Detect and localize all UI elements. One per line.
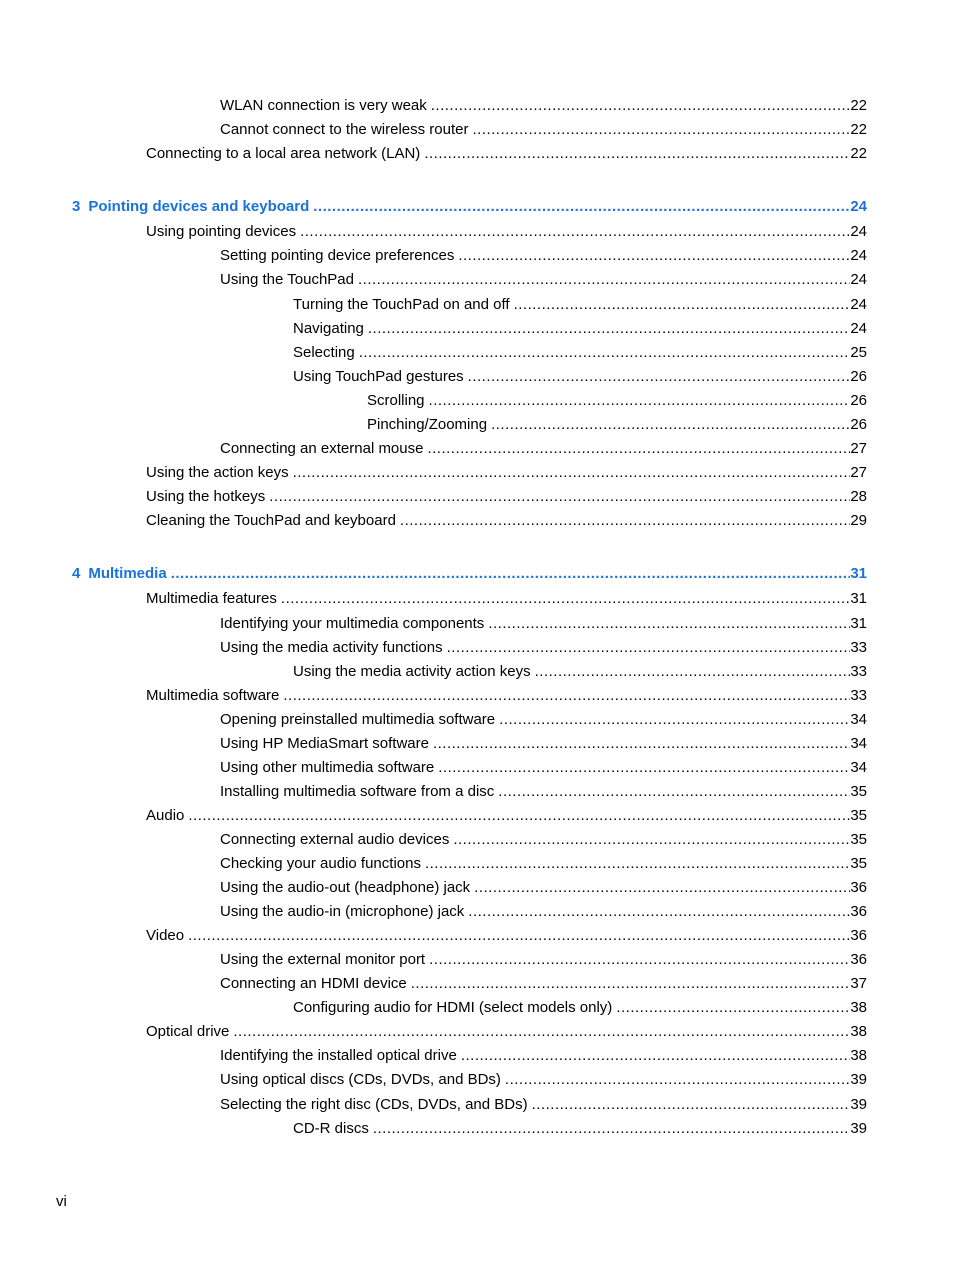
toc-entry-page: 35 <box>850 783 867 800</box>
page-number: vi <box>56 1193 67 1210</box>
toc-entry[interactable] <box>293 662 867 682</box>
toc-entry-page: 25 <box>850 344 867 361</box>
toc-entry-title <box>293 1119 369 1139</box>
toc-chapter-entry[interactable] <box>72 564 867 584</box>
toc-entry-title-text: Using HP MediaSmart software <box>220 735 429 752</box>
toc-entry[interactable] <box>146 463 867 483</box>
toc-entry[interactable] <box>220 710 867 730</box>
toc-entry-title <box>146 222 296 242</box>
toc-entry-title-text: Using the hotkeys <box>146 488 266 505</box>
dot-leader <box>464 367 851 387</box>
toc-entry-page: 36 <box>850 951 867 968</box>
toc-entry[interactable] <box>220 734 867 754</box>
toc-entry[interactable] <box>293 295 867 315</box>
toc-entry-title <box>146 144 420 164</box>
toc-entry-title-text: Connecting to a local area network (LAN) <box>146 145 421 162</box>
toc-entry[interactable] <box>220 854 867 874</box>
toc-entry-title <box>220 1046 457 1066</box>
dot-leader <box>429 734 850 754</box>
toc-entry-title <box>146 487 265 507</box>
toc-entry-page: 35 <box>850 855 867 872</box>
toc-entry[interactable] <box>220 1095 867 1115</box>
toc-entry-title-text: Using optical discs (CDs, DVDs, and BDs) <box>220 1071 501 1088</box>
toc-entry-page: 22 <box>850 121 867 138</box>
toc-entry[interactable] <box>220 246 867 266</box>
toc-entry-title-text: Optical drive <box>146 1023 230 1040</box>
dot-leader <box>510 295 851 315</box>
toc-entry-title-text: Selecting <box>293 344 355 361</box>
toc-entry[interactable] <box>293 367 867 387</box>
toc-entry-title <box>220 758 434 778</box>
toc-entry-title-text: Using the action keys <box>146 464 289 481</box>
toc-entry-page: 24 <box>850 198 867 215</box>
toc-entry-page: 22 <box>850 97 867 114</box>
toc-entry-page: 36 <box>850 903 867 920</box>
chapter-number: 4 <box>72 565 81 582</box>
toc-entry-page: 34 <box>850 735 867 752</box>
toc-entry-page: 31 <box>850 565 867 582</box>
toc-entry-title <box>220 878 470 898</box>
dot-leader <box>420 144 850 164</box>
toc-entry-title <box>293 998 612 1018</box>
toc-entry-title <box>293 319 364 339</box>
toc-entry-title <box>72 564 167 584</box>
toc-entry-title <box>220 710 495 730</box>
toc-entry-page: 39 <box>850 1071 867 1088</box>
dot-leader <box>427 96 851 116</box>
toc-entry-title-text: Multimedia features <box>146 590 277 607</box>
dot-leader <box>421 854 850 874</box>
toc-entry-page: 29 <box>850 512 867 529</box>
toc-entry-title-text: Using other multimedia software <box>220 759 435 776</box>
dot-leader <box>434 758 850 778</box>
toc-entry-page: 36 <box>850 927 867 944</box>
toc-entry-page: 34 <box>850 711 867 728</box>
toc-entry-page: 26 <box>850 416 867 433</box>
dot-leader <box>167 564 851 584</box>
toc-entry-title <box>293 295 510 315</box>
toc-entry[interactable] <box>220 974 867 994</box>
toc-entry-title <box>220 782 494 802</box>
dot-leader <box>468 120 850 140</box>
toc-entry[interactable] <box>146 487 867 507</box>
toc-entry-page: 27 <box>850 440 867 457</box>
toc-entry-title-text: Cannot connect to the wireless router <box>220 121 469 138</box>
dot-leader <box>354 270 850 290</box>
toc-entry[interactable] <box>220 638 867 658</box>
toc-entry[interactable] <box>146 1022 867 1042</box>
dot-leader <box>528 1095 851 1115</box>
toc-entry-page: 33 <box>850 639 867 656</box>
toc-entry[interactable] <box>220 614 867 634</box>
toc-entry-page: 35 <box>850 831 867 848</box>
dot-leader <box>464 902 850 922</box>
toc-entry-page: 28 <box>850 488 867 505</box>
dot-leader <box>407 974 851 994</box>
dot-leader <box>364 319 850 339</box>
toc-entry[interactable] <box>146 222 867 242</box>
toc-entry-page: 37 <box>850 975 867 992</box>
toc-entry-page: 24 <box>850 320 867 337</box>
toc-entry-title-text: Using pointing devices <box>146 223 297 240</box>
toc-entry[interactable] <box>293 319 867 339</box>
toc-entry[interactable] <box>146 144 867 164</box>
toc-entry-title-text: Using the media activity action keys <box>293 663 531 680</box>
toc-entry-title-text: Multimedia <box>88 565 167 582</box>
toc-entry-page: 39 <box>850 1096 867 1113</box>
dot-leader <box>229 1022 850 1042</box>
toc-entry-title <box>220 270 354 290</box>
toc-entry[interactable] <box>220 758 867 778</box>
toc-entry-title <box>367 415 487 435</box>
toc-entry-title <box>293 343 355 363</box>
toc-entry-title <box>293 367 464 387</box>
toc-entry-page: 27 <box>850 464 867 481</box>
toc-entry-title-text: Installing multimedia software from a disc <box>220 783 495 800</box>
toc-entry-title-text: Identifying your multimedia components <box>220 615 485 632</box>
chapter-number: 3 <box>72 198 81 215</box>
toc-entry-title-text: Using the audio-out (headphone) jack <box>220 879 471 896</box>
toc-entry-title <box>146 686 279 706</box>
toc-entry-title <box>220 439 423 459</box>
toc-entry-title-text: Checking your audio functions <box>220 855 421 872</box>
dot-leader <box>449 830 850 850</box>
toc-entry-title-text: Connecting an HDMI device <box>220 975 407 992</box>
toc-entry[interactable] <box>220 782 867 802</box>
dot-leader <box>279 686 850 706</box>
dot-leader <box>487 415 850 435</box>
dot-leader <box>612 998 850 1018</box>
toc-entry-title-text: Video <box>146 927 185 944</box>
toc-entry-title <box>220 1095 528 1115</box>
toc-entry-title-text: Using the external monitor port <box>220 951 426 968</box>
toc-entry-title-text: Using the media activity functions <box>220 639 443 656</box>
toc-entry-title-text: Using the audio-in (microphone) jack <box>220 903 465 920</box>
toc-entry[interactable] <box>293 998 867 1018</box>
toc-entry-page: 38 <box>850 999 867 1016</box>
dot-leader <box>277 589 850 609</box>
dot-leader <box>184 926 850 946</box>
toc-entry-title <box>293 662 531 682</box>
toc-entry[interactable] <box>146 686 867 706</box>
dot-leader <box>531 662 851 682</box>
toc-entry-title-text: Selecting the right disc (CDs, DVDs, and BDs) <box>220 1096 528 1113</box>
toc-entry-title <box>220 830 449 850</box>
toc-entry[interactable] <box>293 343 867 363</box>
dot-leader <box>484 614 850 634</box>
toc-entry-title <box>146 806 184 826</box>
dot-leader <box>265 487 850 507</box>
toc-entry-page: 26 <box>850 392 867 409</box>
toc-chapter-entry[interactable] <box>72 197 867 217</box>
toc-entry-page: 24 <box>850 223 867 240</box>
toc-entry-title <box>220 638 443 658</box>
dot-leader <box>443 638 851 658</box>
toc-entry-title-text: Opening preinstalled multimedia software <box>220 711 496 728</box>
toc-entry-page: 39 <box>850 1120 867 1137</box>
dot-leader <box>423 439 850 459</box>
dot-leader <box>494 782 850 802</box>
toc-entry[interactable] <box>220 1070 867 1090</box>
dot-leader <box>501 1070 850 1090</box>
toc-entry[interactable] <box>220 878 867 898</box>
toc-entry-title-text: Audio <box>146 807 185 824</box>
toc-entry[interactable] <box>146 806 867 826</box>
toc-entry[interactable] <box>220 439 867 459</box>
toc-entry-title-text: CD-R discs <box>293 1120 369 1137</box>
toc-entry[interactable] <box>220 950 867 970</box>
toc-entry-title-text: Setting pointing device preferences <box>220 247 455 264</box>
toc-entry-title <box>220 246 454 266</box>
dot-leader <box>355 343 851 363</box>
dot-leader <box>289 463 851 483</box>
toc-entry-title-text: Identifying the installed optical drive <box>220 1047 457 1064</box>
toc-entry-title <box>146 463 289 483</box>
dot-leader <box>454 246 850 266</box>
toc-entry-title <box>220 734 429 754</box>
toc-entry-page: 35 <box>850 807 867 824</box>
toc-entry-page: 36 <box>850 879 867 896</box>
toc-entry-page: 26 <box>850 368 867 385</box>
toc-entry-page: 33 <box>850 663 867 680</box>
toc-entry[interactable] <box>146 589 867 609</box>
toc-entry-title <box>220 902 464 922</box>
toc-entry-title-text: Pinching/Zooming <box>367 416 488 433</box>
dot-leader <box>470 878 850 898</box>
dot-leader <box>425 950 850 970</box>
toc-entry-page: 24 <box>850 296 867 313</box>
toc-entry[interactable] <box>367 391 867 411</box>
toc-entry-title-text: Turning the TouchPad on and off <box>293 296 510 313</box>
toc-entry-title <box>146 926 184 946</box>
toc-entry-title-text: Using the TouchPad <box>220 271 354 288</box>
toc-entry[interactable] <box>293 1119 867 1139</box>
toc-entry-title <box>220 854 421 874</box>
toc-entry-page: 24 <box>850 271 867 288</box>
toc-entry-title <box>220 1070 501 1090</box>
dot-leader <box>296 222 850 242</box>
toc-entry-page: 31 <box>850 590 867 607</box>
toc-entry-page: 34 <box>850 759 867 776</box>
toc-entry-title-text: Navigating <box>293 320 364 337</box>
toc-entry-page: 24 <box>850 247 867 264</box>
toc-entry[interactable] <box>220 270 867 290</box>
toc-entry-title <box>72 197 309 217</box>
dot-leader <box>309 197 850 217</box>
toc-entry-page: 33 <box>850 687 867 704</box>
toc-entry-title-text: WLAN connection is very weak <box>220 97 427 114</box>
toc-entry-title <box>146 589 277 609</box>
toc-entry[interactable] <box>220 1046 867 1066</box>
toc-entry-page: 22 <box>850 145 867 162</box>
dot-leader <box>457 1046 851 1066</box>
toc-entry-title <box>367 391 425 411</box>
toc-entry-page: 38 <box>850 1047 867 1064</box>
toc-entry[interactable] <box>367 415 867 435</box>
toc-entry[interactable] <box>220 902 867 922</box>
toc-entry-title-text: Multimedia software <box>146 687 280 704</box>
toc-entry-title-text: Connecting an external mouse <box>220 440 424 457</box>
toc-entry-page: 31 <box>850 615 867 632</box>
toc-entry[interactable] <box>220 830 867 850</box>
toc-entry[interactable] <box>220 120 867 140</box>
toc-entry-title <box>220 96 427 116</box>
toc-entry-title <box>146 1022 229 1042</box>
toc-entry-title-text: Cleaning the TouchPad and keyboard <box>146 512 396 529</box>
dot-leader <box>184 806 850 826</box>
toc-entry-title <box>220 120 468 140</box>
toc-entry[interactable] <box>220 96 867 116</box>
toc-entry-title <box>146 511 396 531</box>
toc-entry-title-text: Using TouchPad gestures <box>293 368 464 385</box>
dot-leader <box>425 391 851 411</box>
toc-entry-title-text: Connecting external audio devices <box>220 831 450 848</box>
toc-entry[interactable] <box>146 511 867 531</box>
dot-leader <box>495 710 850 730</box>
dot-leader <box>396 511 850 531</box>
toc-entry-title <box>220 614 484 634</box>
dot-leader <box>369 1119 850 1139</box>
toc-entry-title-text: Pointing devices and keyboard <box>88 198 310 215</box>
toc-entry-title-text: Scrolling <box>367 392 425 409</box>
toc-entry-page: 38 <box>850 1023 867 1040</box>
toc-entry-title <box>220 974 407 994</box>
toc-entry[interactable] <box>146 926 867 946</box>
toc-entry-title-text: Configuring audio for HDMI (select models only) <box>293 999 613 1016</box>
toc-entry-title <box>220 950 425 970</box>
